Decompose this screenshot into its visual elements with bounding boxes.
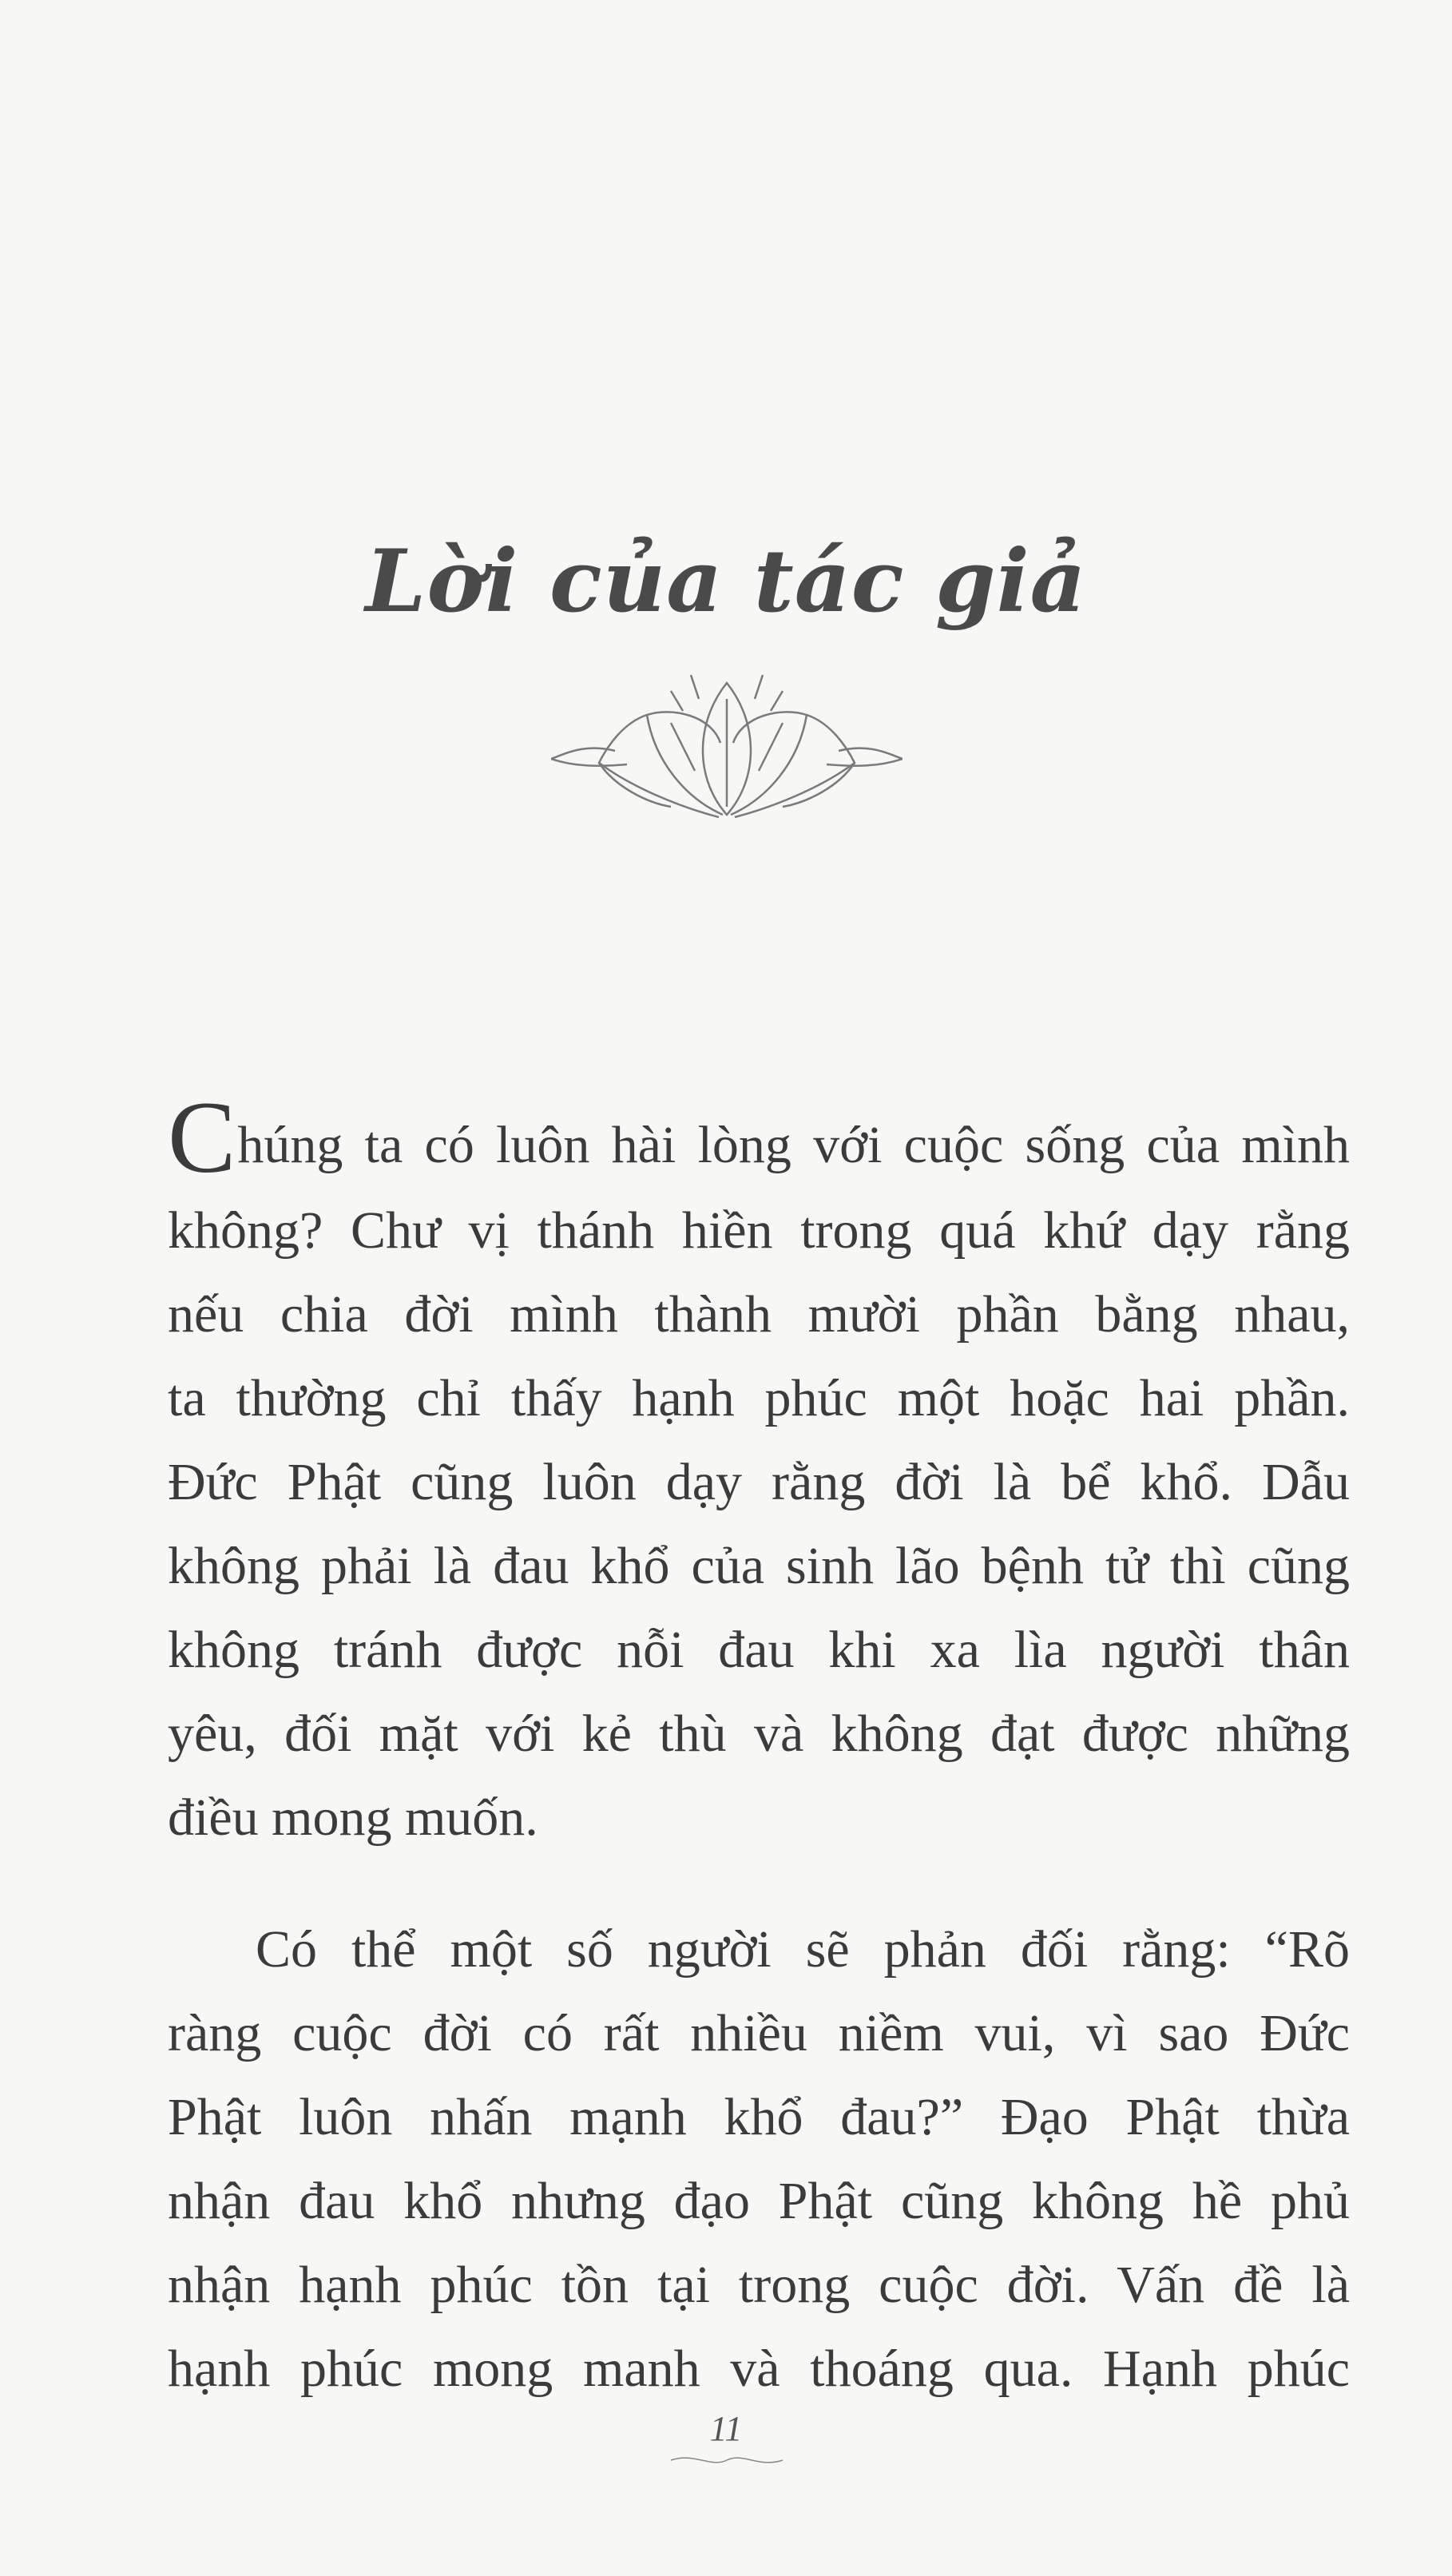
text-line: yêu, đối mặt với kẻ thù và không đạt được những <box>168 1705 1350 1763</box>
text-line: nhận đau khổ nhưng đạo Phật cũng không hề phủ <box>168 2172 1350 2230</box>
chapter-title: Lời của tác giả <box>365 531 1087 632</box>
text-line: Phật luôn nhấn mạnh khổ đau?” Đạo Phật thừa <box>168 2088 1350 2146</box>
text-line: hạnh phúc mong manh và thoáng qua. Hạnh phúc <box>168 2340 1350 2398</box>
body-text <box>168 1081 1350 2411</box>
text-line: ràng cuộc đời có rất nhiều niềm vui, vì sao Đức <box>168 2004 1350 2062</box>
text-line: không phải là đau khổ của sinh lão bệnh tử thì cũng <box>168 1537 1350 1595</box>
text-line: Đức Phật cũng luôn dạy rằng đời là bể khổ. Dẫu <box>168 1453 1350 1511</box>
drop-cap: C <box>168 1081 236 1194</box>
page-number: 11 <box>709 2409 743 2448</box>
page-number-flourish-icon <box>663 2448 791 2472</box>
text-line: điều mong muốn. <box>168 1788 538 1847</box>
text-line: nếu chia đời mình thành mười phần bằng nhau, <box>168 1285 1350 1344</box>
text-line: nhận hạnh phúc tồn tại trong cuộc đời. Vấn đề là <box>168 2256 1350 2314</box>
text-line: Chúng ta có luôn hài lòng với cuộc sống của mình <box>168 1081 1350 1194</box>
text-line: không tránh được nỗi đau khi xa lìa người thân <box>168 1621 1350 1679</box>
lotus-ornament-icon <box>551 667 903 835</box>
text-line: Có thể một số người sẽ phản đối rằng: “Rõ <box>256 1920 1350 1979</box>
text-line: ta thường chỉ thấy hạnh phúc một hoặc hai phần. <box>168 1369 1350 1427</box>
text-line: không? Chư vị thánh hiền trong quá khứ dạy rằng <box>168 1201 1350 1260</box>
